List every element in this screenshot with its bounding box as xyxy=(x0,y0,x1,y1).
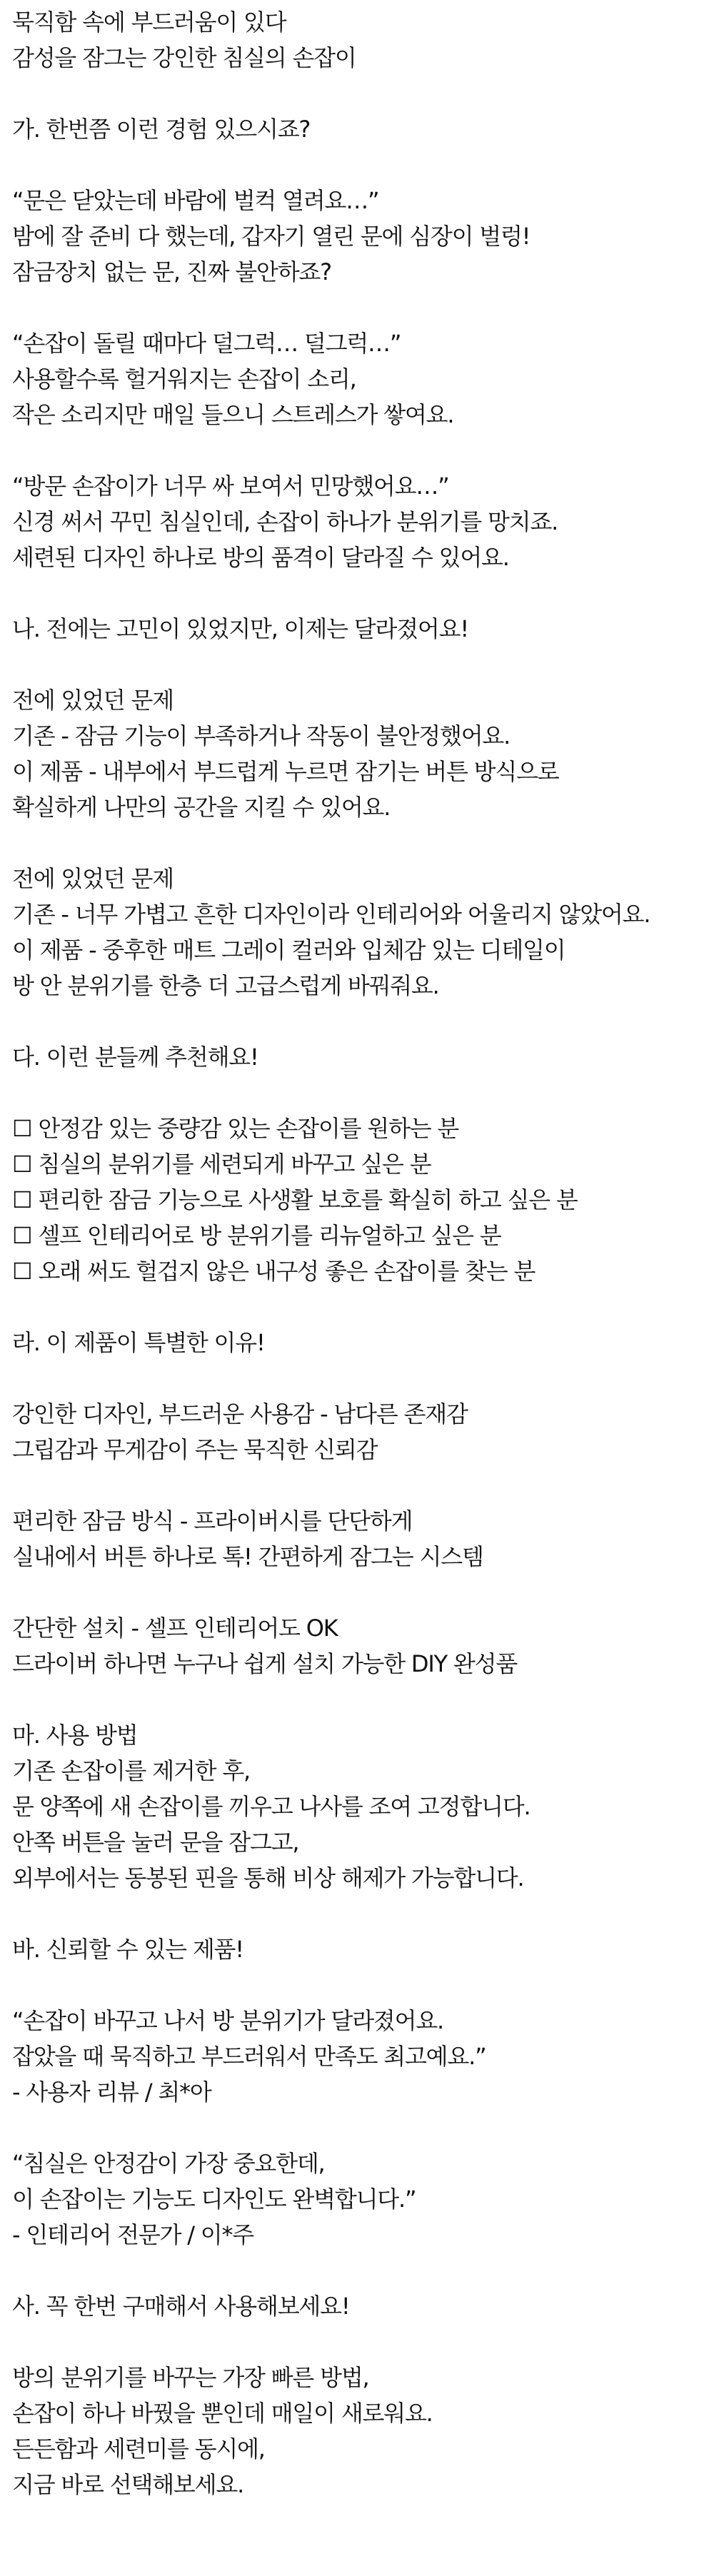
after-text: 이 제품 - 중후한 매트 그레이 컬러와 입체감 있는 디테일이 xyxy=(12,936,565,964)
feature-title: 강인한 디자인, 부드러운 사용감 - 남다른 존재감 xyxy=(12,1400,468,1428)
section-heading: 가. 한번쯤 이런 경험 있으시죠? xyxy=(12,116,311,143)
checklist-item: ☐ 안정감 있는 중량감 있는 손잡이를 원하는 분 xyxy=(12,1115,459,1142)
before-text: 기존 - 잠금 기능이 부족하거나 작동이 불안정했어요. xyxy=(12,722,511,749)
usage-step: 외부에서는 동봉된 핀을 통해 비상 해제가 가능합니다. xyxy=(12,1864,524,1891)
pain-text: 잠금장치 없는 문, 진짜 불안하죠? xyxy=(12,258,331,286)
section-na xyxy=(12,611,702,1004)
usage-step: 문 양쪽에 새 손잡이를 끼우고 나사를 조여 고정합니다. xyxy=(12,1793,531,1820)
section-ba xyxy=(12,1931,702,2253)
pain-text: 밤에 잘 준비 다 했는데, 갑자기 열린 문에 심장이 벌렁! xyxy=(12,223,531,250)
feature-title: 간단한 설치 - 셀프 인테리어도 OK xyxy=(12,1615,338,1642)
after-text: 확실하게 나만의 공간을 지킬 수 있어요. xyxy=(12,794,391,821)
pain-quote: “손잡이 돌릴 때마다 덜그럭… 덜그럭…” xyxy=(12,330,401,357)
feature-text: 실내에서 버튼 하나로 톡! 간편하게 잠그는 시스템 xyxy=(12,1543,483,1570)
section-heading: 바. 신뢰할 수 있는 제품! xyxy=(12,1936,243,1963)
intro-tagline: 묵직함 속에 부드러움이 있다 xyxy=(12,9,286,36)
section-heading: 다. 이런 분들께 추천해요! xyxy=(12,1044,258,1071)
pain-text: 사용할수록 헐거워지는 손잡이 소리, xyxy=(12,365,356,393)
usage-step: 기존 손잡이를 제거한 후, xyxy=(12,1757,251,1784)
feature-text: 그립감과 무게감이 주는 묵직한 신뢰감 xyxy=(12,1436,378,1463)
checklist-item: ☐ 편리한 잠금 기능으로 사생활 보호를 확실히 하고 싶은 분 xyxy=(12,1186,578,1213)
review-text: 잡았을 때 묵직하고 부드러워서 만족도 최고예요.” xyxy=(12,2043,486,2070)
pain-quote: “방문 손잡이가 너무 싸 보여서 민망했어요…” xyxy=(12,473,449,500)
checklist-item: ☐ 셀프 인테리어로 방 분위기를 리뉴얼하고 싶은 분 xyxy=(12,1222,501,1249)
pain-text: 신경 써서 꾸민 침실인데, 손잡이 하나가 분위기를 망치죠. xyxy=(12,508,558,535)
problem-label: 전에 있었던 문제 xyxy=(12,865,174,892)
section-sa xyxy=(12,2288,702,2502)
pain-text: 세련된 디자인 하나로 방의 품격이 달라질 수 있어요. xyxy=(12,544,509,571)
product-description xyxy=(12,4,702,2502)
section-heading: 마. 사용 방법 xyxy=(12,1722,138,1749)
intro-subtitle: 감성을 잠그는 강인한 침실의 손잡이 xyxy=(12,44,356,71)
feature-title: 편리한 잠금 방식 - 프라이버시를 단단하게 xyxy=(12,1507,413,1535)
section-ra xyxy=(12,1325,702,1682)
usage-step: 안쪽 버튼을 눌러 문을 잠그고, xyxy=(12,1829,299,1856)
review-text: “손잡이 바꾸고 나서 방 분위기가 달라졌어요. xyxy=(12,2007,444,2034)
review-author: - 인테리어 전문가 / 이*주 xyxy=(12,2221,254,2248)
section-heading: 나. 전에는 고민이 있었지만, 이제는 달라졌어요! xyxy=(12,615,468,642)
problem-label: 전에 있었던 문제 xyxy=(12,687,174,714)
pain-quote: “문은 닫았는데 바람에 벌컥 열려요…” xyxy=(12,187,379,214)
feature-text: 드라이버 하나면 누구나 쉽게 설치 가능한 DIY 완성품 xyxy=(12,1650,518,1677)
closing-text: 든든함과 세련미를 동시에, xyxy=(12,2435,265,2463)
before-text: 기존 - 너무 가볍고 흔한 디자인이라 인테리어와 어울리지 않았어요. xyxy=(12,901,650,928)
closing-text: 손잡이 하나 바꿨을 뿐인데 매일이 새로워요. xyxy=(12,2400,433,2427)
section-ga xyxy=(12,111,702,575)
section-heading: 라. 이 제품이 특별한 이유! xyxy=(12,1329,265,1356)
section-ma xyxy=(12,1717,702,1896)
review-author: - 사용자 리뷰 / 최*아 xyxy=(12,2079,211,2106)
after-text: 방 안 분위기를 한층 더 고급스럽게 바꿔줘요. xyxy=(12,972,439,999)
section-heading: 사. 꼭 한번 구매해서 사용해보세요! xyxy=(12,2293,350,2320)
pain-text: 작은 소리지만 매일 들으니 스트레스가 쌓여요. xyxy=(12,401,454,428)
checklist-item: ☐ 침실의 분위기를 세련되게 바꾸고 싶은 분 xyxy=(12,1151,431,1178)
section-da xyxy=(12,1039,702,1289)
closing-text: 방의 분위기를 바꾸는 가장 빠른 방법, xyxy=(12,2364,369,2391)
closing-text: 지금 바로 선택해보세요. xyxy=(12,2471,244,2498)
after-text: 이 제품 - 내부에서 부드럽게 누르면 잠기는 버튼 방식으로 xyxy=(12,758,559,785)
checklist-item: ☐ 오래 써도 헐겁지 않은 내구성 좋은 손잡이를 찾는 분 xyxy=(12,1258,536,1285)
review-text: “침실은 안정감이 가장 중요한데, xyxy=(12,2150,325,2177)
intro xyxy=(12,4,702,76)
review-text: 이 손잡이는 기능도 디자인도 완벽합니다.” xyxy=(12,2186,416,2213)
